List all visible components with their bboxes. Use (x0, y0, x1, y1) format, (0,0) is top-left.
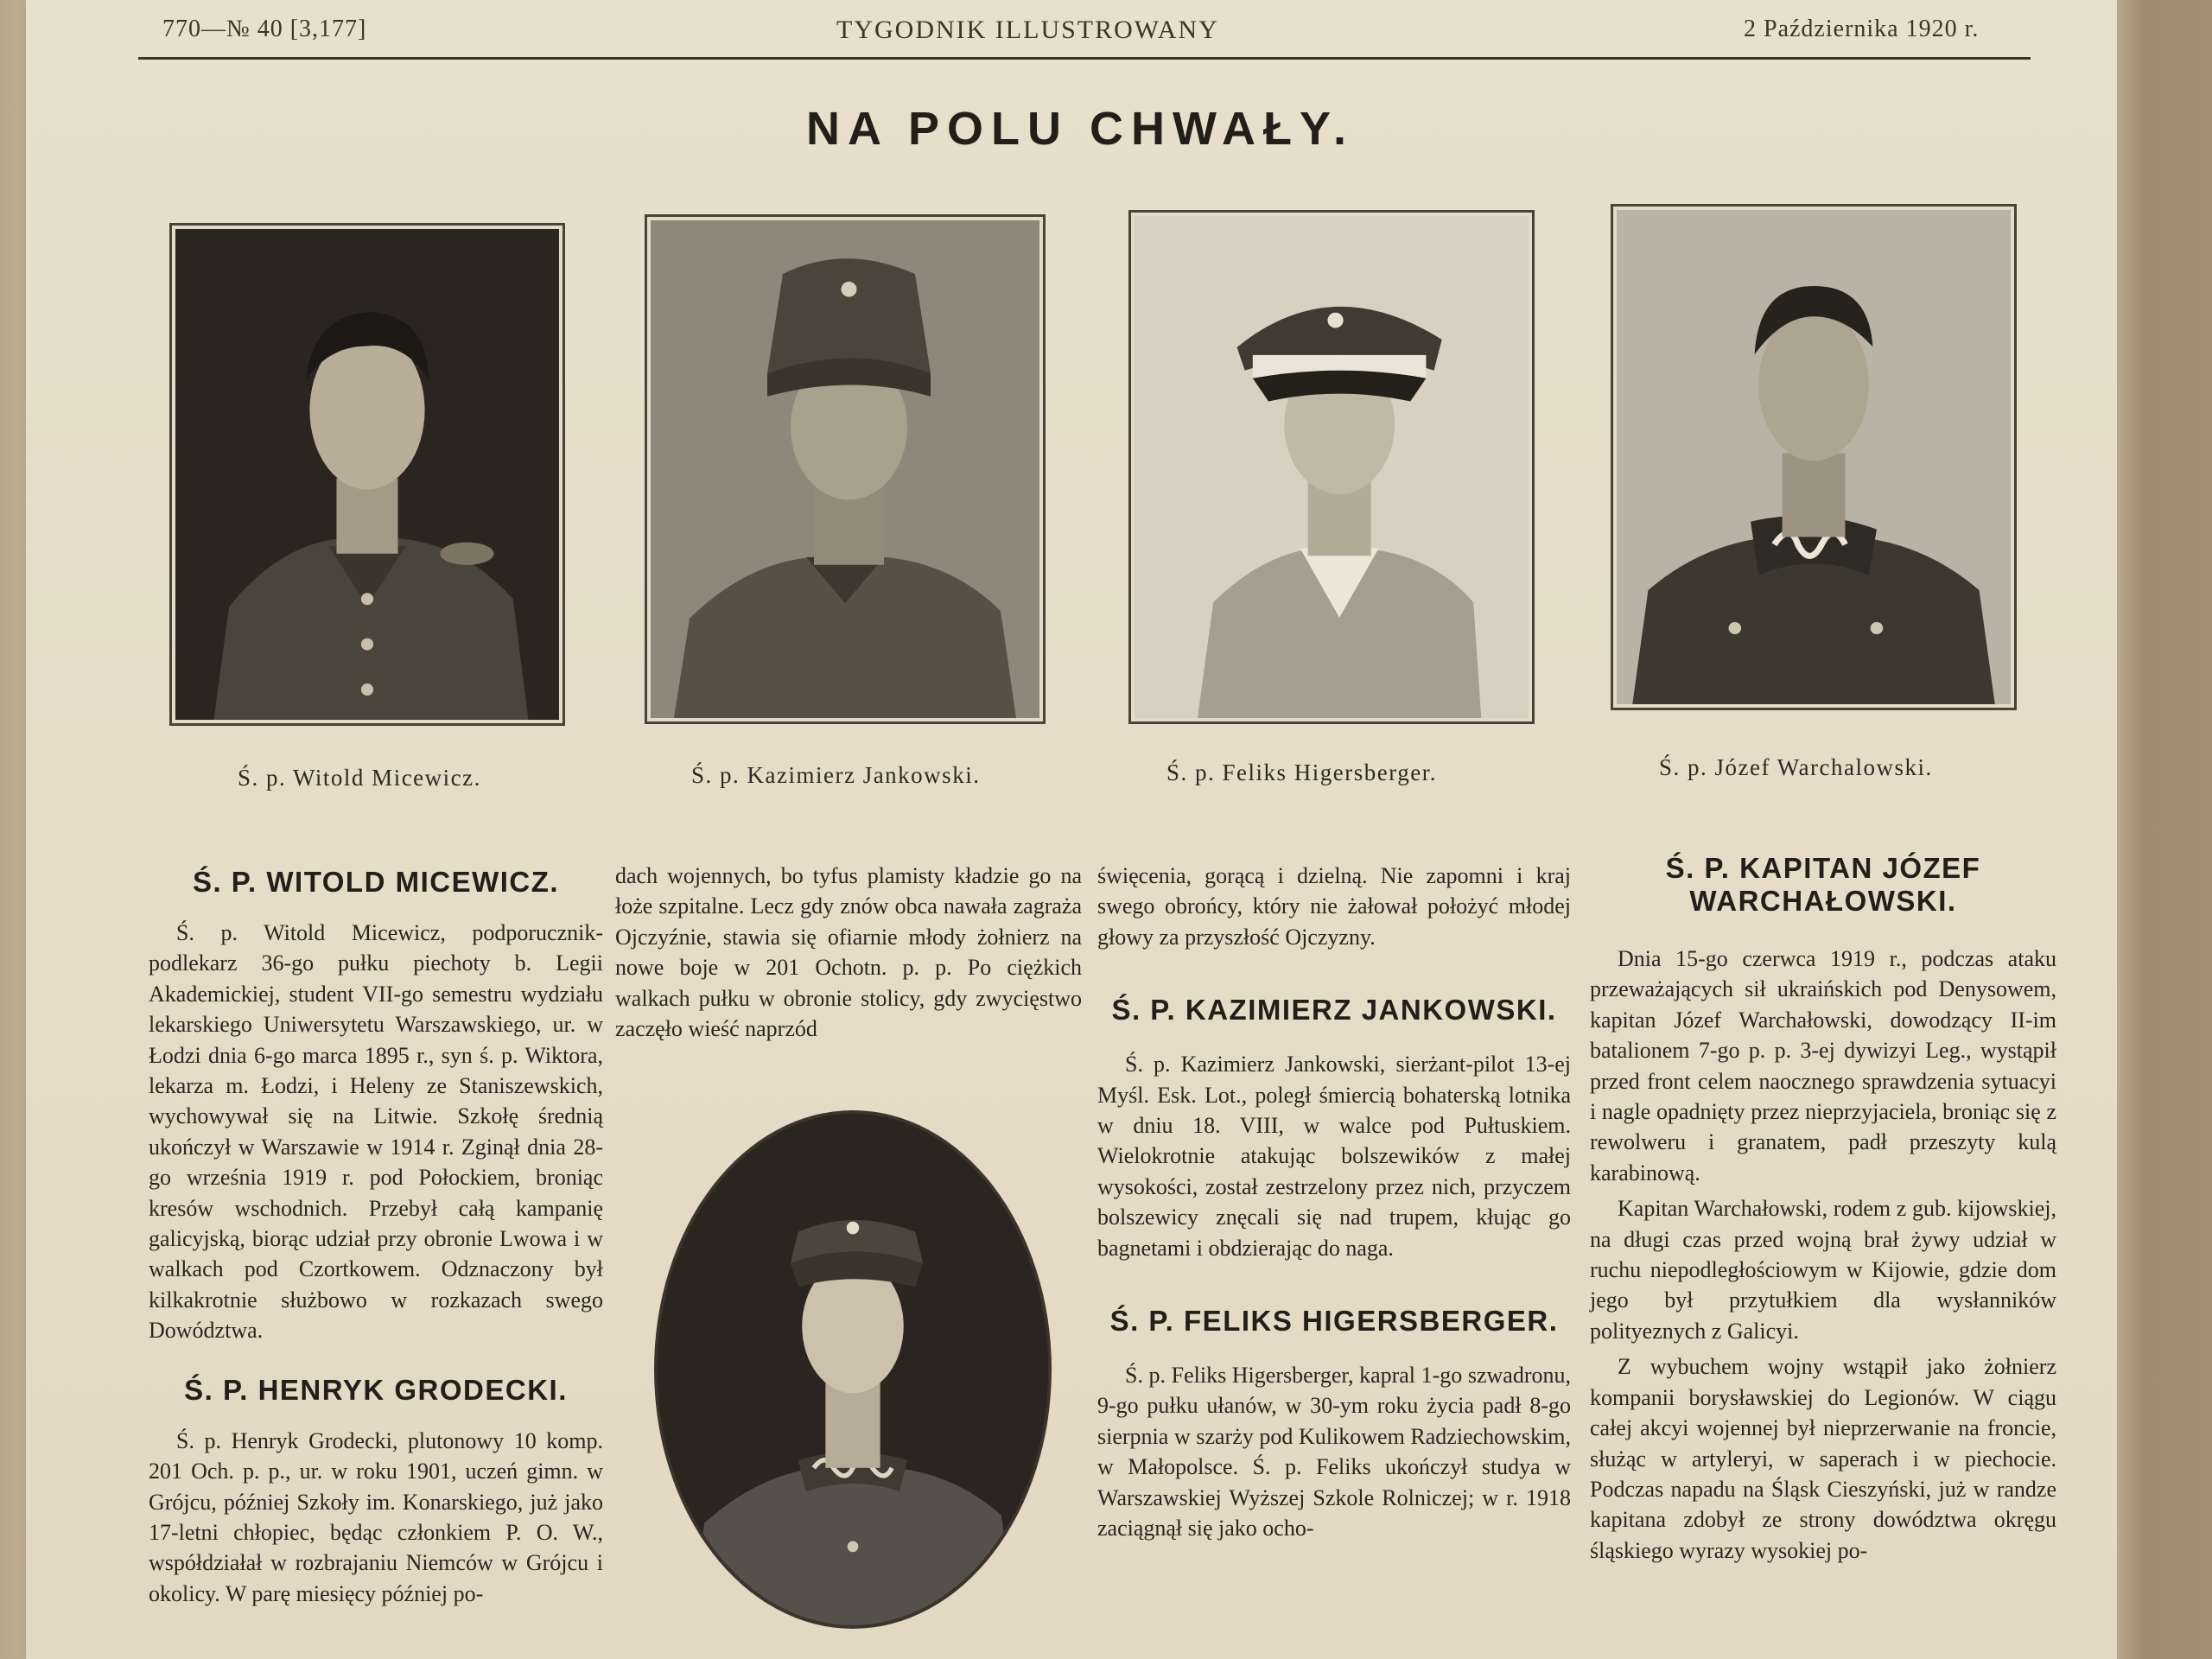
portrait-micewicz (169, 223, 565, 726)
column-4 (1590, 852, 2056, 1571)
heading-warchalowski: Ś. P. KAPITAN JÓZEF WARCHAŁOWSKI. (1665, 852, 1981, 917)
article-grodecki-text: Ś. p. Henryk Grodecki, plutonowy 10 komp. 201 Och. p. p., ur. w roku 1901, uczeń gimn. w Grójcu, później Szkoły im. Konarskiego, już jako 17-letni chłopiec, będąc członkiem P. O. W., współdziałał w rozbrajaniu Niemców w Grójcu i okolicy. W parę miesięcy później po- (149, 1427, 603, 1606)
portrait-warchalowski (1611, 204, 2017, 710)
magazine-title: TYGODNIK ILLUSTROWANY (836, 16, 1219, 44)
column-3 (1097, 861, 1571, 1549)
article-jankowski-text: Ś. p. Kazimierz Jankowski, sierżant-pilot 13-ej Myśl. Esk. Lot., poległ śmiercią bohaterską lotnika w dniu 18. VIII, w walce pod Pułtuskiem. Wielokrotnie atakując bolszewików z małej wysokości, został zestrzelony przez nich, przyczem bolszewicy znęcali się nad trupem, kłując go bagnetami i obdzierając do naga. (1097, 1052, 1571, 1261)
page-edge (2117, 0, 2212, 1659)
heading-jankowski: Ś. P. KAZIMIERZ JANKOWSKI. (1111, 994, 1557, 1027)
article-micewicz-text: Ś. p. Witold Micewicz, podporucznik-podlekarz 36-go pułku piechoty b. Legii Akademickiej, student VII-go semestru wydziału lekarskiego Uniwersytetu Warszawskiego, ur. w Łodzi dnia 6-go marca 1895 r., syn ś. p. Wiktora, lekarza m. Łodzi, i Heleny ze Staniszewskich, wychowywał się na Litwie. Szkołę średnią ukończył w Warszawie w 1914 r. Zginął dnia 28-go września 1919 r. pod Połockiem, broniąc kresów wschodnich. Przebył całą kampanię galicyjską, biorąc udział przy obronie Lwowa i w walkach pod Czortkowem. Odznaczony był kilkakrotnie służbowo w rozkazach swego Dowództwa. (149, 920, 603, 1344)
header-rule (138, 57, 2031, 60)
article-warchalowski-p1: Dnia 15-go czerwca 1919 r., podczas ataku przeważających sił ukraińskich pod Denysowem, kapitan Józef Warchałowski, dowodzący II-im batalionem 7-go p. p. 3-ej dywizyi Leg., wystąpił przed front celem naocznego sprawdzenia sytuacyi i nagle opadnięty przez nieprzyjaciela, broniąc się z rewolweru i granatem, padł przeszyty kulą karabinową. (1590, 946, 2056, 1185)
caption-warchalowski: Ś. p. Józef Warchalowski. (1659, 754, 1933, 780)
portrait-higersberger (1128, 210, 1535, 724)
issue-date: 2 Października 1920 r. (1744, 16, 1980, 42)
article-grodecki-ending: święcenia, gorącą i dzielną. Nie zapomni i kraj swego obrońcy, który nie żałował położyć młodej głowy za przyszłość Ojczyzny. (1097, 863, 1571, 950)
article-warchalowski-p3: Z wybuchem wojny wstąpił jako żołnierz kompanii borysławskiej do Legionów. W ciągu całej akcyi wojennej był nieprzerwanie na froncie, służąc w artyleryi, w saperach i w piechocie. Podczas napadu na Śląsk Cieszyński, już w randze kapitana zdobył ze strony dowództwa okręgu śląskiego wyrazy wysokiej po- (1590, 1354, 2056, 1563)
column-2 (615, 861, 1082, 1049)
portrait-grodecki (654, 1110, 1052, 1629)
issue-number: 770—№ 40 [3,177] (162, 16, 367, 42)
article-grodecki-continuation: dach wojennych, bo tyfus plamisty kładzie go na łoże szpitalne. Lecz gdy znów obca nawała zagraża Ojczyźnie, stawia się ofiarnie młody żołnierz na nowe boje w 201 Ochotn. p. p. Po ciężkich walkach pułku w obronie stolicy, gdy zwycięstwo zaczęło wieść naprzód (615, 863, 1082, 1042)
caption-jankowski: Ś. p. Kazimierz Jankowski. (691, 762, 981, 788)
heading-grodecki: Ś. P. HENRYK GRODECKI. (184, 1373, 568, 1406)
article-warchalowski-p2: Kapitan Warchałowski, rodem z gub. kijowskiej, na długi czas przed wojną brał żywy udział w ruchu niepodległościowym w Kijowie, gdzie dom jego był przytułkiem dla wysłanników polityeznych z Galicyi. (1590, 1196, 2056, 1344)
caption-micewicz: Ś. p. Witold Micewicz. (238, 765, 481, 791)
heading-higersberger: Ś. P. FELIKS HIGERSBERGER. (1109, 1305, 1559, 1338)
caption-higersberger: Ś. p. Feliks Higersberger. (1166, 760, 1437, 785)
portrait-jankowski (645, 214, 1046, 724)
column-1 (149, 866, 603, 1614)
page-title: NA POLU CHWAŁY. (806, 103, 1354, 155)
heading-micewicz: Ś. P. WITOLD MICEWICZ. (192, 866, 560, 898)
article-higersberger-text: Ś. p. Feliks Higersberger, kapral 1-go szwadronu, 9-go pułku ułanów, w 30-ym roku życia padł 8-go sierpnia w szarży pod Kulikowem Radziechowskim, w Małopolsce. Ś. p. Feliks ukończył studya w Warszawskiej Wyższej Szkole Rolniczej; w r. 1918 zaciągnął się jako ocho- (1097, 1363, 1571, 1541)
